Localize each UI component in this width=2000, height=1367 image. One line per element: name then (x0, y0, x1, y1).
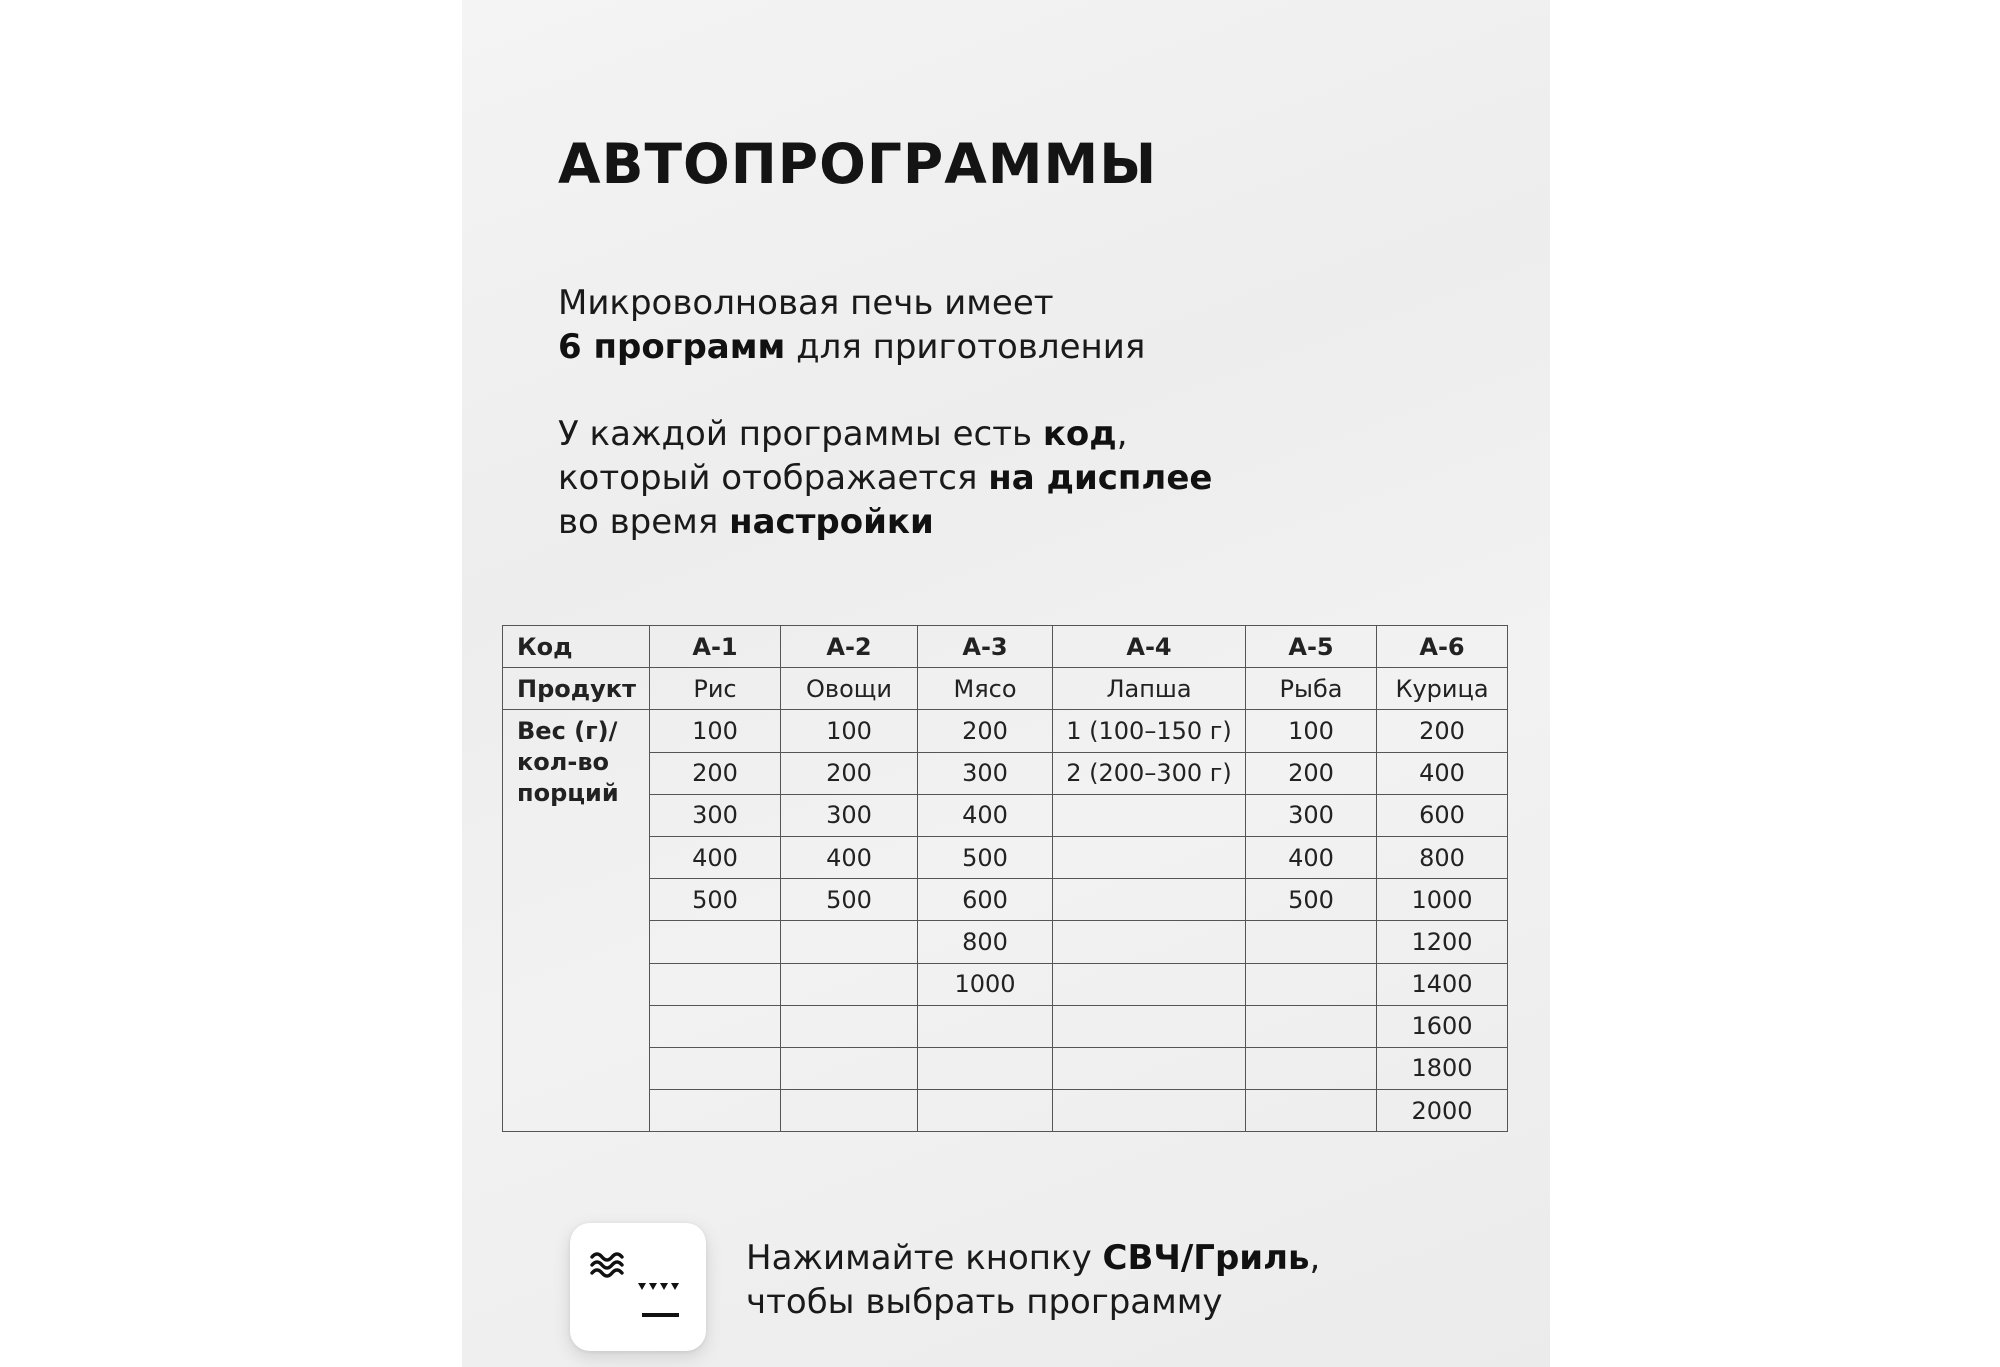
row-label-weight (503, 710, 650, 1132)
weight-cell: 400 (1246, 836, 1377, 878)
weight-cell (650, 1047, 781, 1089)
code-info-line-2 (558, 456, 1212, 500)
programs-table (502, 625, 1508, 1132)
table-row (503, 1005, 1508, 1047)
page-title: АВТОПРОГРАММЫ (558, 132, 1158, 196)
weight-cell: 400 (781, 836, 918, 878)
row-label-weight-line: порций (517, 779, 619, 808)
weight-cell (1246, 1090, 1377, 1132)
weight-cell: 500 (650, 879, 781, 921)
weight-cell (918, 1047, 1053, 1089)
weight-cell: 200 (650, 752, 781, 794)
code-info-bold: код (1042, 414, 1117, 454)
weight-cell: 300 (781, 794, 918, 836)
table-row (503, 752, 1508, 794)
weight-cell (1053, 963, 1246, 1005)
program-code-cell: А-4 (1053, 626, 1246, 668)
weight-cell: 400 (918, 794, 1053, 836)
weight-cell (781, 963, 918, 1005)
table-row (503, 836, 1508, 878)
weight-cell: 400 (650, 836, 781, 878)
program-code-cell: А-6 (1377, 626, 1508, 668)
weight-cell: 200 (781, 752, 918, 794)
weight-cell: 2 (200–300 г) (1053, 752, 1246, 794)
code-info-text: У каждой программы есть (558, 414, 1043, 454)
microwave-grill-icon (570, 1223, 706, 1351)
weight-cell: 1200 (1377, 921, 1508, 963)
row-label-weight-line: кол-во (517, 748, 609, 777)
weight-cell (918, 1090, 1053, 1132)
intro-paragraph (558, 281, 1145, 369)
table-row-code (503, 626, 1508, 668)
table-row (503, 879, 1508, 921)
product-cell: Рыба (1246, 668, 1377, 710)
weight-cell (650, 963, 781, 1005)
weight-cell (1053, 921, 1246, 963)
code-info-line-3 (558, 500, 1212, 544)
intro-rest: для приготовления (785, 327, 1146, 367)
hint-bold: СВЧ/Гриль (1102, 1238, 1310, 1278)
program-code-cell: А-5 (1246, 626, 1377, 668)
weight-cell: 1000 (1377, 879, 1508, 921)
hint-line-1 (746, 1236, 1320, 1280)
weight-cell: 600 (918, 879, 1053, 921)
weight-cell: 600 (1377, 794, 1508, 836)
intro-line-2 (558, 325, 1145, 369)
product-cell: Овощи (781, 668, 918, 710)
row-label-product: Продукт (503, 668, 650, 710)
weight-cell: 100 (781, 710, 918, 752)
table-row (503, 921, 1508, 963)
hint-text-part: , (1309, 1238, 1321, 1278)
intro-bold: 6 программ (558, 327, 786, 367)
weight-cell (1246, 963, 1377, 1005)
code-info-text: во время (558, 502, 730, 542)
weight-cell: 2000 (1377, 1090, 1508, 1132)
code-info-bold: настройки (729, 502, 934, 542)
table-row (503, 1047, 1508, 1089)
weight-cell (650, 1005, 781, 1047)
weight-cell: 300 (650, 794, 781, 836)
weight-cell: 500 (781, 879, 918, 921)
product-cell: Мясо (918, 668, 1053, 710)
weight-cell (1246, 1047, 1377, 1089)
table-row (503, 963, 1508, 1005)
weight-cell: 1600 (1377, 1005, 1508, 1047)
hint-text (746, 1236, 1320, 1324)
product-cell: Курица (1377, 668, 1508, 710)
program-code-cell: А-2 (781, 626, 918, 668)
hint-line-2: чтобы выбрать программу (746, 1282, 1223, 1322)
weight-cell: 500 (918, 836, 1053, 878)
weight-cell (1053, 879, 1246, 921)
weight-cell: 100 (650, 710, 781, 752)
weight-cell (650, 1090, 781, 1132)
weight-cell (650, 921, 781, 963)
code-info-bold: на дисплее (988, 458, 1213, 498)
infographic-card (462, 0, 1550, 1367)
code-info-line-1 (558, 412, 1212, 456)
weight-cell: 300 (918, 752, 1053, 794)
weight-cell: 1 (100–150 г) (1053, 710, 1246, 752)
code-info-text: который отображается (558, 458, 989, 498)
weight-cell: 1000 (918, 963, 1053, 1005)
weight-cell (1053, 1005, 1246, 1047)
program-code-cell: А-3 (918, 626, 1053, 668)
hint-text-part: Нажимайте кнопку (746, 1238, 1103, 1278)
weight-cell: 200 (1246, 752, 1377, 794)
weight-cell (918, 1005, 1053, 1047)
weight-cell: 400 (1377, 752, 1508, 794)
row-label-code: Код (503, 626, 650, 668)
weight-cell (781, 1090, 918, 1132)
weight-cell: 300 (1246, 794, 1377, 836)
program-code-cell: А-1 (650, 626, 781, 668)
weight-cell: 100 (1246, 710, 1377, 752)
weight-cell (781, 1005, 918, 1047)
row-label-weight-line: Вес (г)/ (517, 717, 618, 746)
weight-cell: 1400 (1377, 963, 1508, 1005)
weight-cell: 200 (1377, 710, 1508, 752)
intro-line-1: Микроволновая печь имеет (558, 283, 1054, 323)
weight-cell (1053, 794, 1246, 836)
weight-cell (1246, 921, 1377, 963)
table-row (503, 710, 1508, 752)
grill-button-icon-tile (570, 1223, 706, 1351)
weight-cell (781, 1047, 918, 1089)
weight-cell: 800 (918, 921, 1053, 963)
weight-cell (781, 921, 918, 963)
code-info-text: , (1116, 414, 1128, 454)
weight-cell: 800 (1377, 836, 1508, 878)
table-row-product (503, 668, 1508, 710)
weight-cell: 1800 (1377, 1047, 1508, 1089)
product-cell: Рис (650, 668, 781, 710)
table-row (503, 794, 1508, 836)
weight-cell: 500 (1246, 879, 1377, 921)
code-info-paragraph (558, 412, 1212, 544)
product-cell: Лапша (1053, 668, 1246, 710)
weight-cell (1246, 1005, 1377, 1047)
table-row (503, 1090, 1508, 1132)
weight-cell (1053, 1047, 1246, 1089)
weight-cell: 200 (918, 710, 1053, 752)
weight-cell (1053, 836, 1246, 878)
weight-cell (1053, 1090, 1246, 1132)
